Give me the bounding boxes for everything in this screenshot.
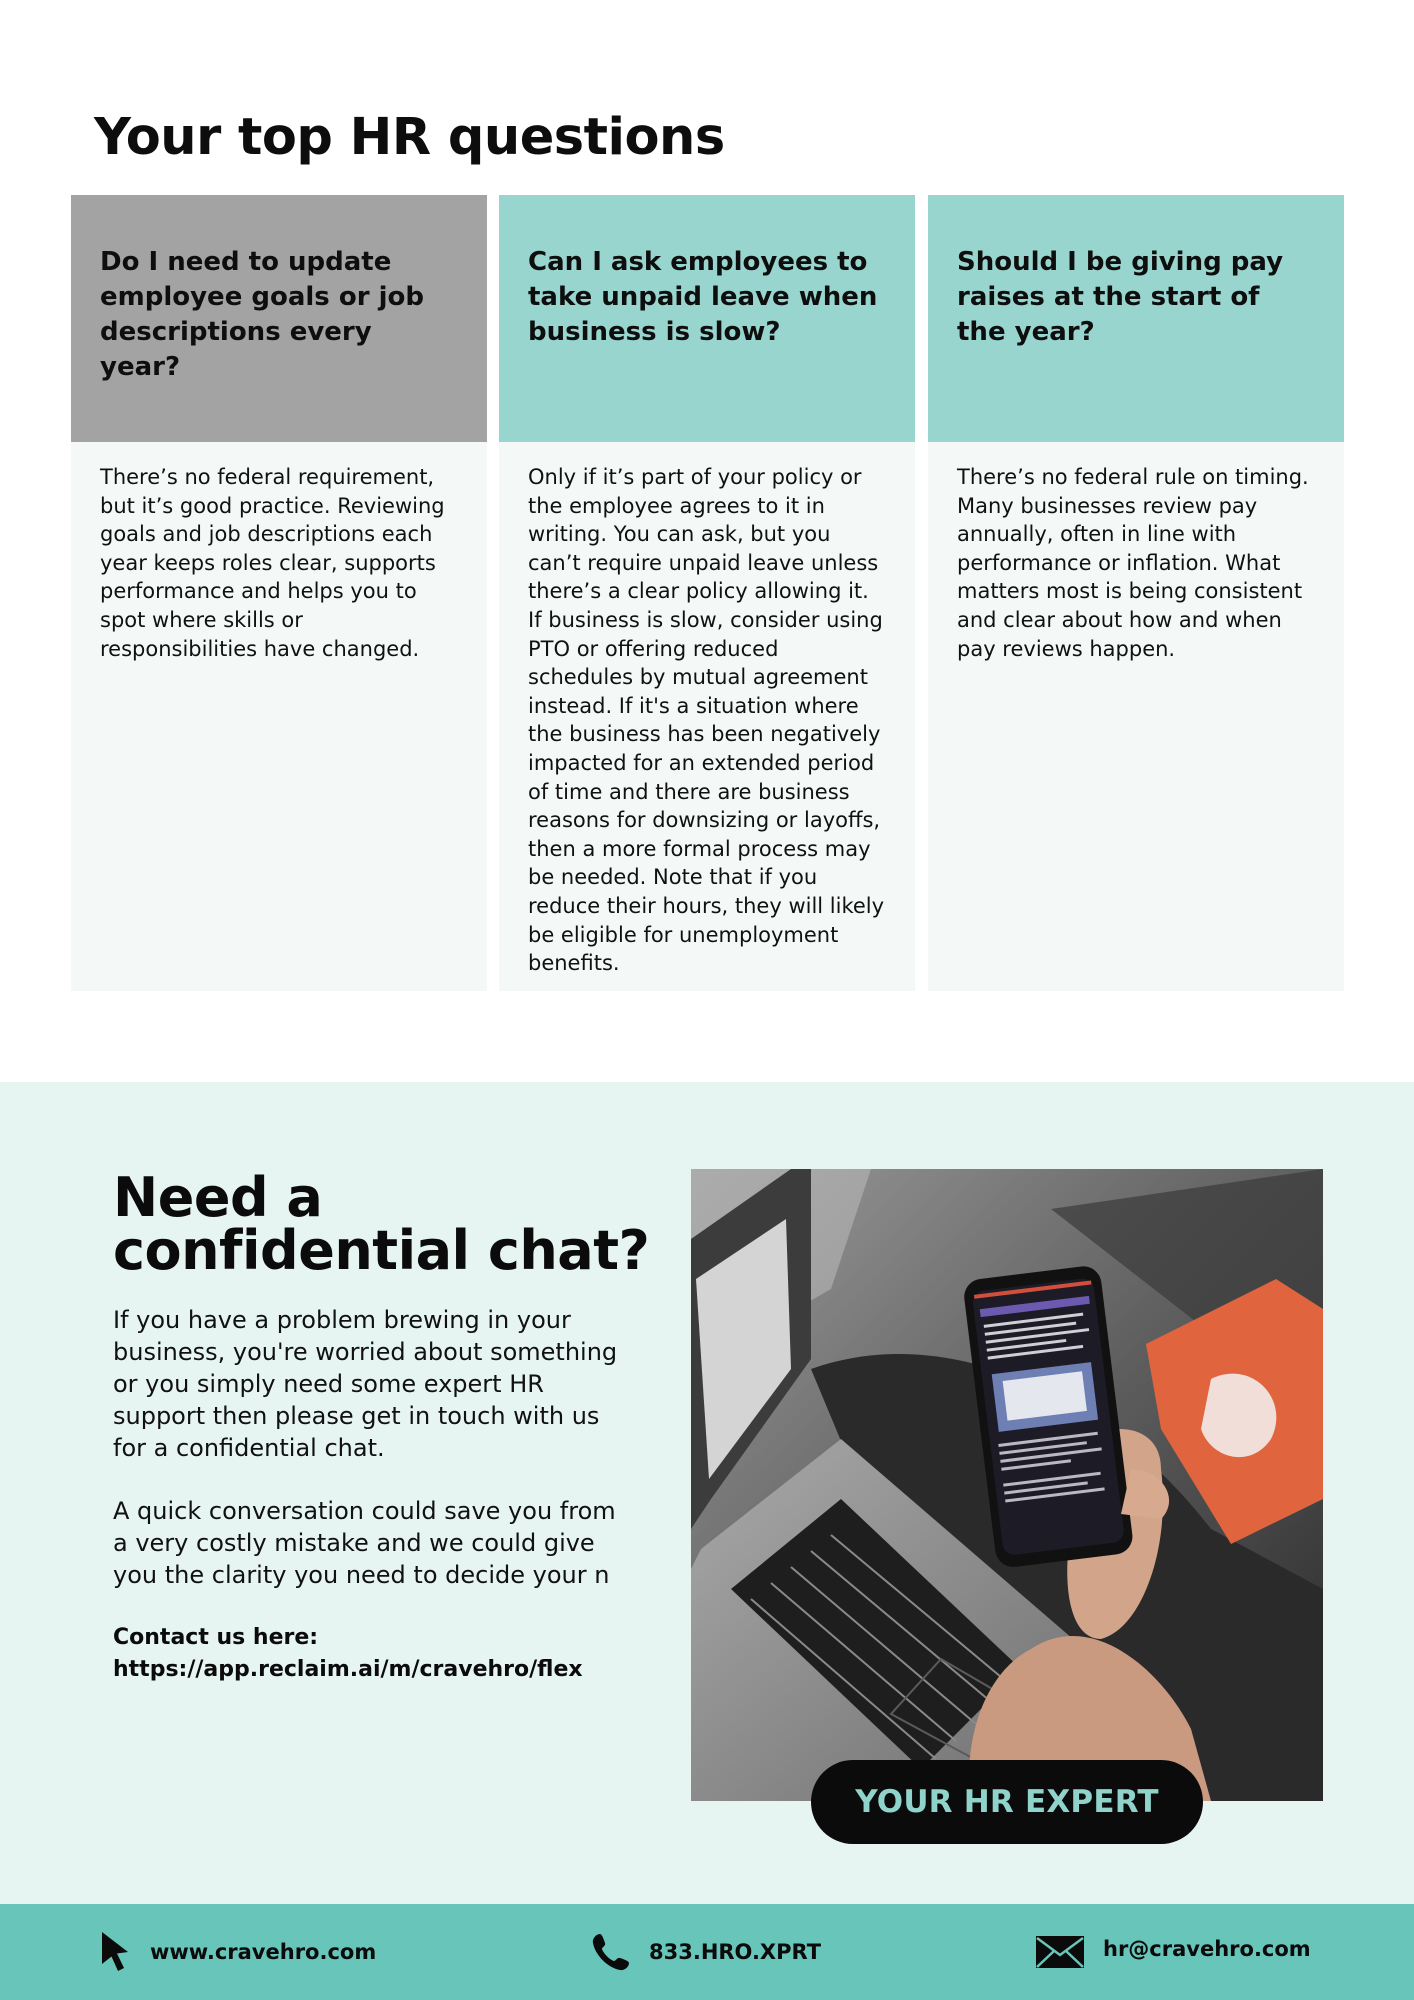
- laptop-phone-photo: [691, 1169, 1323, 1801]
- faq-answer: There’s no federal requirement, but it’s good practice. Reviewing goals and job descriptions each year keeps roles clear, supports performance and helps you to spot where skills or responsibilities have changed.: [100, 465, 445, 661]
- confidential-chat-section: [0, 1082, 1414, 1904]
- cursor-icon: [100, 1930, 130, 1974]
- cta-paragraph-2: [113, 1495, 633, 1591]
- hr-expert-badge: YOUR HR EXPERT: [811, 1760, 1203, 1844]
- faq-question: Can I ask employees to take unpaid leave when business is slow?: [499, 195, 915, 442]
- faq-card-2: [499, 195, 915, 991]
- faq-answer: There’s no federal rule on timing. Many businesses review pay annually, often in line with performance or inflation. What matters most is being consistent and clear about how and when pay reviews happen.: [957, 465, 1309, 661]
- contact-link[interactable]: https://app.reclaim.ai/m/cravehro/flex: [113, 1657, 583, 1682]
- phone-icon: [591, 1932, 631, 1972]
- cta-paragraph-1: If you have a problem brewing in your business, you're worried about something or you simply need some expert HR support then please get in touch with us for a confidential chat.: [113, 1306, 618, 1462]
- contact-label: Contact us here:: [113, 1625, 319, 1650]
- envelope-icon: [1035, 1935, 1085, 1969]
- faq-card-1: [71, 195, 487, 991]
- faq-question: Do I need to update employee goals or job descriptions every year?: [71, 195, 487, 442]
- email-address[interactable]: hr@cravehro.com: [1103, 1937, 1311, 1961]
- footer-website[interactable]: [100, 1904, 376, 2000]
- photo-illustration: [691, 1169, 1323, 1801]
- cta-paragraph-2-line: a very costly mistake and we could give: [113, 1529, 595, 1557]
- contact-block: [113, 1622, 583, 1686]
- website-link[interactable]: www.cravehro.com: [150, 1940, 377, 1964]
- footer-phone[interactable]: [591, 1904, 821, 2000]
- faq-answer: Only if it’s part of your policy or the employee agrees to it in writing. You can ask, but you can’t require unpaid leave unless there’s a clear policy allowing it. If business is slow, consider using PTO or offering reduced schedules by mutual agreement instead. If it's a situation where the business has been negatively impacted for an extended period of time and there are business reasons for downsizing or layoffs, then a more formal process may be needed. Note that if you reduce their hours, they will likely be eligible for unemployment benefits.: [528, 465, 885, 976]
- phone-number[interactable]: 833.HRO.XPRT: [649, 1940, 822, 1964]
- footer-email[interactable]: [1035, 1904, 1311, 2000]
- faq-question: Should I be giving pay raises at the start of the year?: [928, 195, 1344, 442]
- cta-paragraph-2-line: A quick conversation could save you from: [113, 1497, 616, 1525]
- footer: [0, 1904, 1414, 2000]
- cta-paragraph-2-line: you the clarity you need to decide your n: [113, 1561, 610, 1589]
- page-title: Your top HR questions: [94, 108, 725, 167]
- cta-title: Need a confidential chat?: [113, 1166, 650, 1282]
- faq-card-3: [928, 195, 1344, 991]
